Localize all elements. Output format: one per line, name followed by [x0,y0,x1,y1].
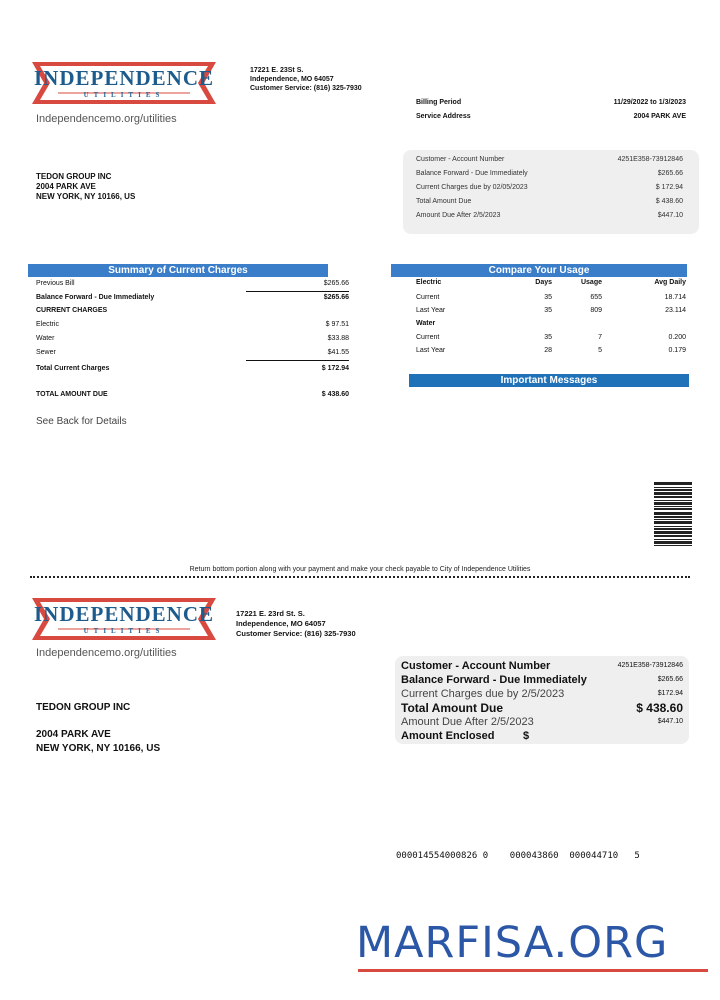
account-box-label: Amount Due After 2/5/2023 [416,212,501,219]
account-box-value: $ 438.60 [655,198,683,205]
usage-header-electric: Electric [416,279,442,286]
stub-row-label: Current Charges due by 2/5/2023 [401,688,565,700]
company-url[interactable]: Independencemo.org/utilities [36,113,177,125]
stub-row-label: Customer - Account Number [401,660,551,672]
stub-row-value: $ 438.60 [636,701,683,715]
important-messages-header: Important Messages [409,374,689,387]
customer-street: 2004 PARK AVE [36,182,96,191]
total-due-label: TOTAL AMOUNT DUE [36,391,108,398]
charge-label: Water [36,335,55,342]
usage-days: 35 [544,294,552,301]
barcode-bar [654,541,692,544]
stub-row-label: Amount Due After 2/5/2023 [401,716,534,728]
balance-forward-label: Balance Forward - Due Immediately [36,294,155,301]
watermark [356,918,708,978]
usage-usage: 5 [598,347,602,354]
account-box-label: Current Charges due by 02/05/2023 [416,184,528,191]
stub-row-value: 4251E358-73912846 [617,662,683,669]
service-address-label: Service Address [416,113,471,120]
billing-period-label: Billing Period [416,99,462,106]
company-logo [32,60,216,106]
customer-city: NEW YORK, NY 10166, US [36,192,136,201]
summary-charges-header: Summary of Current Charges [28,264,328,277]
charge-row-sewer [36,348,349,358]
usage-days: 35 [544,334,552,341]
usage-row-label: Last Year [416,347,446,354]
stub-customer-street: 2004 PARK AVE [36,729,111,740]
summary-charges-table [36,279,349,404]
account-box-value: $265.66 [657,170,683,177]
tear-line [30,576,690,578]
barcode-bar [654,487,692,488]
customer-address [36,172,135,202]
balance-forward-value: $265.66 [323,294,349,301]
company-address-line2: Independence, MO 64057 [250,76,334,83]
logo-main-text: INDEPENDENCE [33,602,215,626]
stub-company-address [236,609,356,639]
account-box-label: Customer - Account Number [416,156,505,163]
compare-usage-header: Compare Your Usage [391,264,687,277]
barcode-bar [654,506,692,507]
usage-row-label: Current [416,294,440,301]
stub-company-logo [32,596,216,642]
barcode-bar [654,526,692,527]
account-box-row [416,155,683,165]
barcode-bar [654,489,692,491]
account-box-label: Total Amount Due [416,198,472,205]
stub-account-row [401,715,683,729]
usage-avg: 23.114 [665,307,686,314]
see-back-note: See Back for Details [36,416,127,427]
logo-sub-text: UTILITIES [83,91,165,99]
current-charges-header: CURRENT CHARGES [36,307,108,314]
account-box-label: Balance Forward - Due Immediately [416,170,528,177]
barcode-bar [654,539,692,540]
account-box-row [416,211,683,221]
barcode-bar [654,531,692,534]
stub-address-line1: 17221 E. 23rd St. S. [236,609,305,618]
stub-account-row [401,687,683,701]
barcode-bar [654,500,692,501]
amount-enclosed-input[interactable]: $ [523,730,530,742]
logo-main-text: INDEPENDENCE [33,66,215,90]
charge-row-electric [36,320,349,330]
barcode-bar [654,502,692,505]
barcode-bar [654,512,692,515]
account-box-value: $447.10 [657,212,683,219]
billing-info [416,98,686,124]
company-address [250,66,362,93]
amount-enclosed-row [401,729,683,743]
usage-water-label: Water [416,320,436,327]
stub-account-box [395,656,689,744]
usage-header-usage: Usage [580,279,602,286]
barcode-bar [654,521,692,524]
stub-row-label: Balance Forward - Due Immediately [401,674,587,686]
stub-scanline: 000014554000826 0 000043860 000044710 5 [396,851,640,861]
barcode-graphic [654,482,692,546]
customer-name: TEDON GROUP INC [36,172,112,181]
stub-address-line2: Independence, MO 64057 [236,619,326,628]
usage-days: 28 [544,347,552,354]
charge-value: $41.55 [327,349,349,356]
stub-customer-name: TEDON GROUP INC [36,702,131,713]
amount-enclosed-label: Amount Enclosed [401,730,495,742]
account-summary-box [403,150,699,234]
total-due-value: $ 438.60 [321,391,349,398]
stub-customer-service: Customer Service: (816) 325-7930 [236,629,356,638]
total-current-label: Total Current Charges [36,365,110,372]
charge-row-water [36,334,349,344]
account-box-row [416,183,683,193]
account-box-value: $ 172.94 [655,184,683,191]
usage-usage: 7 [598,334,602,341]
barcode-bar [654,482,692,485]
charge-label: Electric [36,321,59,328]
account-box-row [416,197,683,207]
barcode-bar [654,528,692,530]
usage-table [416,278,686,360]
barcode-bar [654,496,692,498]
usage-row-label: Current [416,334,440,341]
barcode-bar [654,492,692,495]
charge-label: Sewer [36,349,56,356]
barcode-bar [654,516,692,518]
summary-divider-1 [246,291,349,292]
usage-header-avg: Avg Daily [654,279,686,286]
stub-customer-city: NEW YORK, NY 10166, US [36,743,161,754]
logo-sub-text: UTILITIES [83,627,165,635]
charge-value: $33.88 [327,335,349,342]
stub-row-value: $447.10 [657,718,683,725]
barcode-bar [654,535,692,537]
company-address-line1: 17221 E. 23St S. [250,67,304,74]
barcode-icon [654,482,692,546]
barcode-bar [654,508,692,510]
usage-header-days: Days [535,279,552,286]
usage-avg: 18.714 [664,294,686,301]
usage-avg: 0.200 [668,334,686,341]
usage-avg: 0.179 [668,347,686,354]
previous-bill-label: Previous Bill [36,280,75,287]
stub-row-label: Total Amount Due [401,701,503,715]
stub-customer-address [36,728,160,756]
stub-account-row [401,659,683,673]
usage-usage: 655 [590,294,602,301]
stub-account-row [401,673,683,687]
stub-company-url[interactable]: Independencemo.org/utilities [36,647,177,659]
billing-period-value: 11/29/2022 to 1/3/2023 [613,99,686,106]
total-current-value: $ 172.94 [321,365,349,372]
usage-row-label: Last Year [416,307,446,314]
usage-days: 35 [544,307,552,314]
charge-value: $ 97.51 [325,321,349,328]
account-box-value: 4251E358-73912846 [617,156,683,163]
account-box-row [416,169,683,179]
barcode-bar [654,545,692,546]
stub-row-value: $265.66 [657,676,683,683]
stub-account-row [401,701,683,715]
watermark-underline [358,969,708,972]
previous-bill-value: $265.66 [323,280,349,287]
customer-service-phone: Customer Service: (816) 325-7930 [250,85,362,92]
barcode-bar [654,519,692,520]
summary-divider-2 [246,360,349,361]
usage-usage: 809 [590,307,602,314]
stub-row-value: $172.94 [657,690,683,697]
service-address-value: 2004 PARK AVE [633,113,686,120]
watermark-text: MARFISA.ORG [356,918,669,968]
tear-instruction: Return bottom portion along with your payment and make your check payable to City of Independence Utilities [189,566,531,573]
